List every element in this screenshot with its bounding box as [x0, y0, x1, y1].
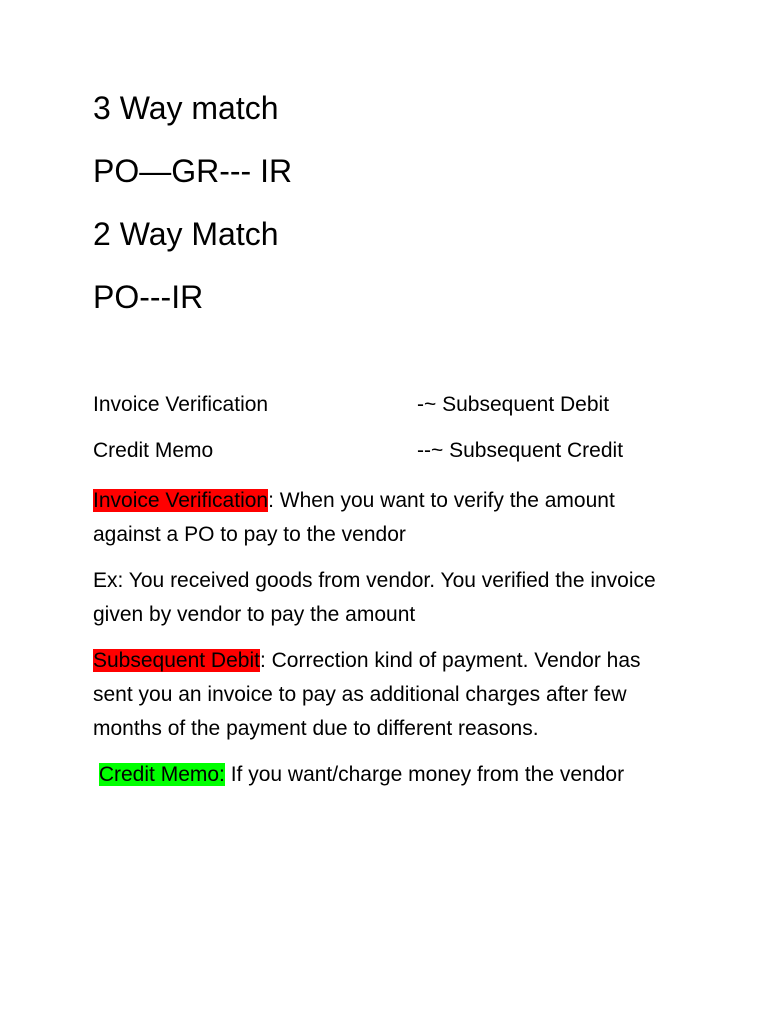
term-row: [93, 392, 693, 418]
term-left: Invoice Verification: [93, 393, 269, 416]
blank-line: [93, 340, 693, 392]
two-way-match-heading: 2 Way Match: [93, 216, 279, 252]
credit-memo-definition: [93, 758, 683, 792]
definition-text: : Correction kind of payment. Vendor has sent you an invoice to pay as additional charges after few months of the payment due to different reasons.: [93, 649, 641, 740]
example-text: Ex: You received goods from vendor. You verified the invoice given by vendor to pay the amount: [93, 569, 656, 626]
term-row: [93, 438, 693, 464]
document-content: [93, 88, 693, 804]
two-way-match-flow: PO---IR: [93, 279, 204, 315]
term-right: --~ Subsequent Credit: [417, 439, 624, 462]
definition-text: : When you want to verify the amount against a PO to pay to the vendor: [93, 489, 615, 546]
three-way-match-heading: 3 Way match: [93, 90, 279, 126]
term-right: -~ Subsequent Debit: [417, 393, 610, 416]
definition-text: If you want/charge money from the vendor: [224, 763, 625, 786]
term-left: Credit Memo: [93, 439, 214, 462]
highlighted-term: Subsequent Debit: [93, 649, 260, 672]
highlighted-term: Invoice Verification: [93, 489, 269, 512]
highlighted-term: Credit Memo:: [98, 763, 225, 786]
three-way-match-flow: PO—GR--- IR: [93, 153, 293, 189]
invoice-verification-definition: [93, 484, 683, 552]
example-paragraph: [93, 564, 683, 632]
subsequent-debit-definition: [93, 644, 683, 746]
